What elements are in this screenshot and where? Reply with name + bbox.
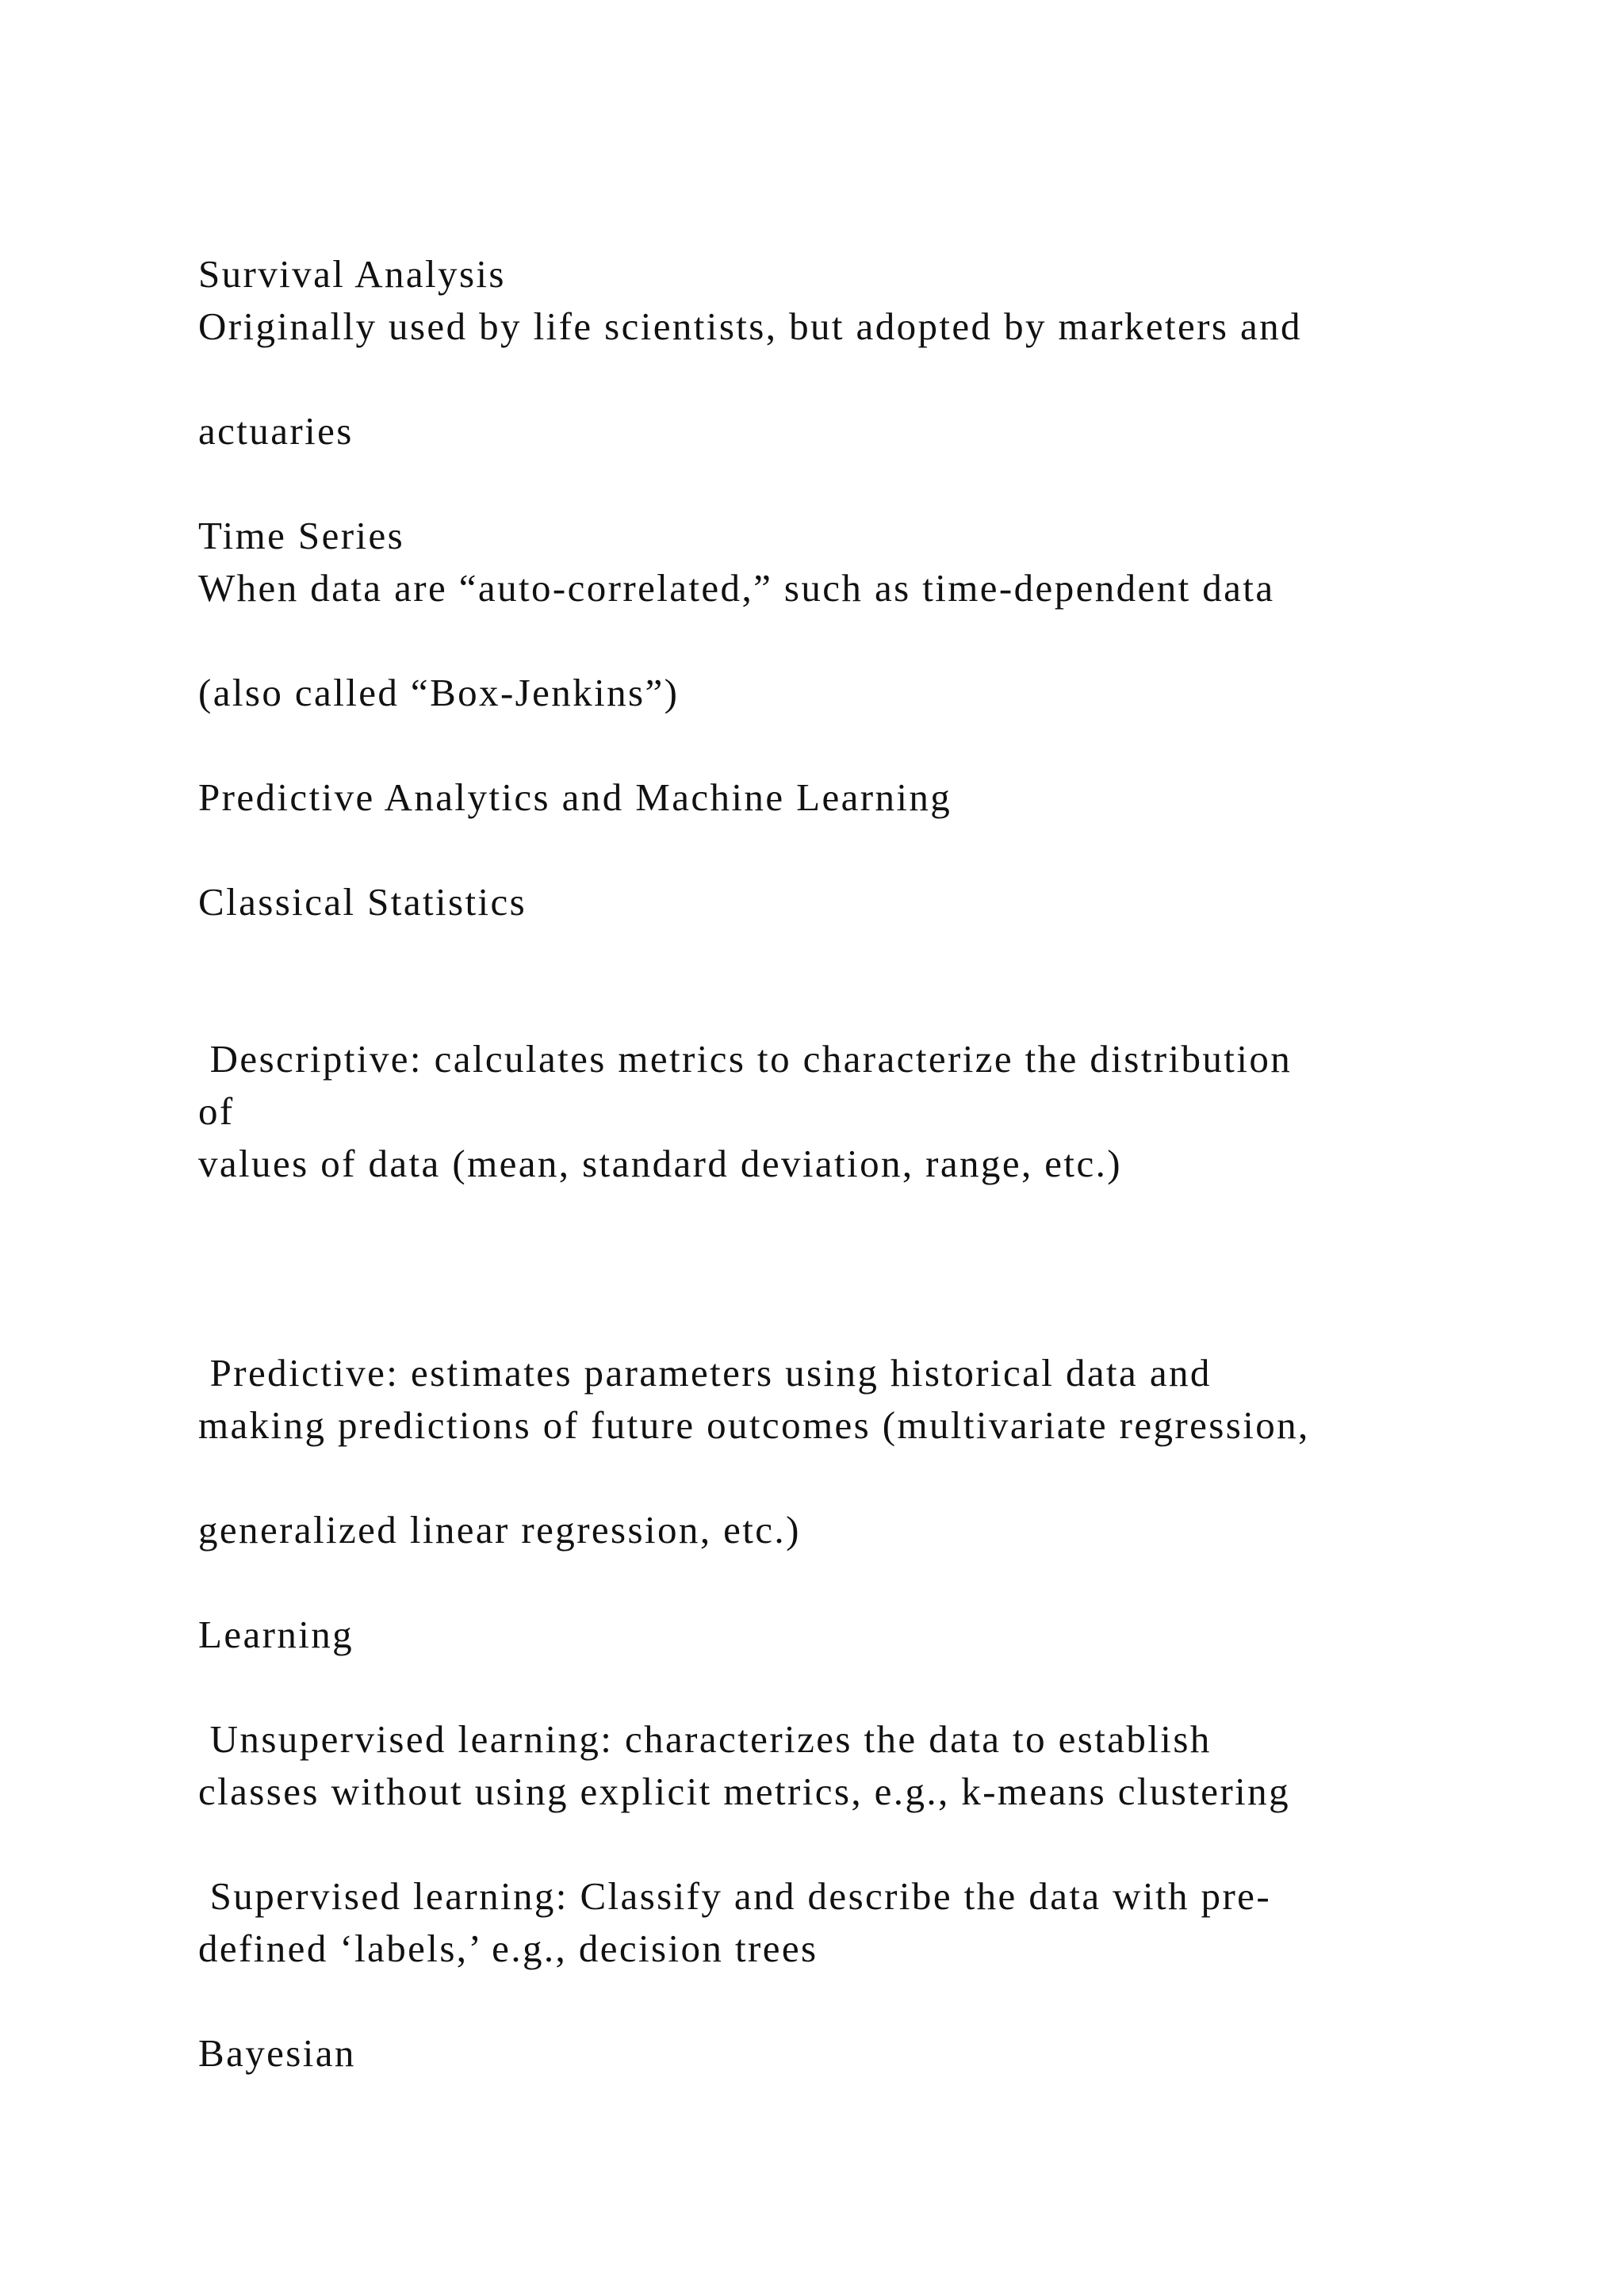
heading-survival-analysis: Survival Analysis: [198, 252, 506, 296]
text-line: defined ‘labels,’ e.g., decision trees: [198, 1927, 818, 1970]
heading-time-series: Time Series: [198, 514, 405, 557]
text-line: values of data (mean, standard deviation, range, etc.): [198, 1142, 1122, 1185]
text-line: Predictive: estimates parameters using historical data and: [198, 1351, 1212, 1395]
heading-learning: Learning: [198, 1613, 354, 1656]
text-line: actuaries: [198, 409, 354, 453]
text-line: of: [198, 1089, 235, 1133]
text-line: Supervised learning: Classify and describe the data with pre-: [198, 1874, 1272, 1918]
text-line: (also called “Box-Jenkins”): [198, 671, 680, 714]
heading-bayesian: Bayesian: [198, 2031, 356, 2075]
text-line: generalized linear regression, etc.): [198, 1508, 801, 1552]
heading-classical-statistics: Classical Statistics: [198, 880, 527, 924]
text-line: classes without using explicit metrics, e.g., k-means clustering: [198, 1770, 1290, 1813]
text-line: Originally used by life scientists, but adopted by marketers and: [198, 304, 1302, 348]
text-line: Unsupervised learning: characterizes the data to establish: [198, 1717, 1212, 1761]
text-line: When data are “auto-correlated,” such as time-dependent data: [198, 566, 1275, 610]
heading-predictive-analytics: Predictive Analytics and Machine Learning: [198, 775, 952, 819]
text-line: Descriptive: calculates metrics to characterize the distribution: [198, 1037, 1293, 1081]
text-line: making predictions of future outcomes (multivariate regression,: [198, 1403, 1310, 1447]
